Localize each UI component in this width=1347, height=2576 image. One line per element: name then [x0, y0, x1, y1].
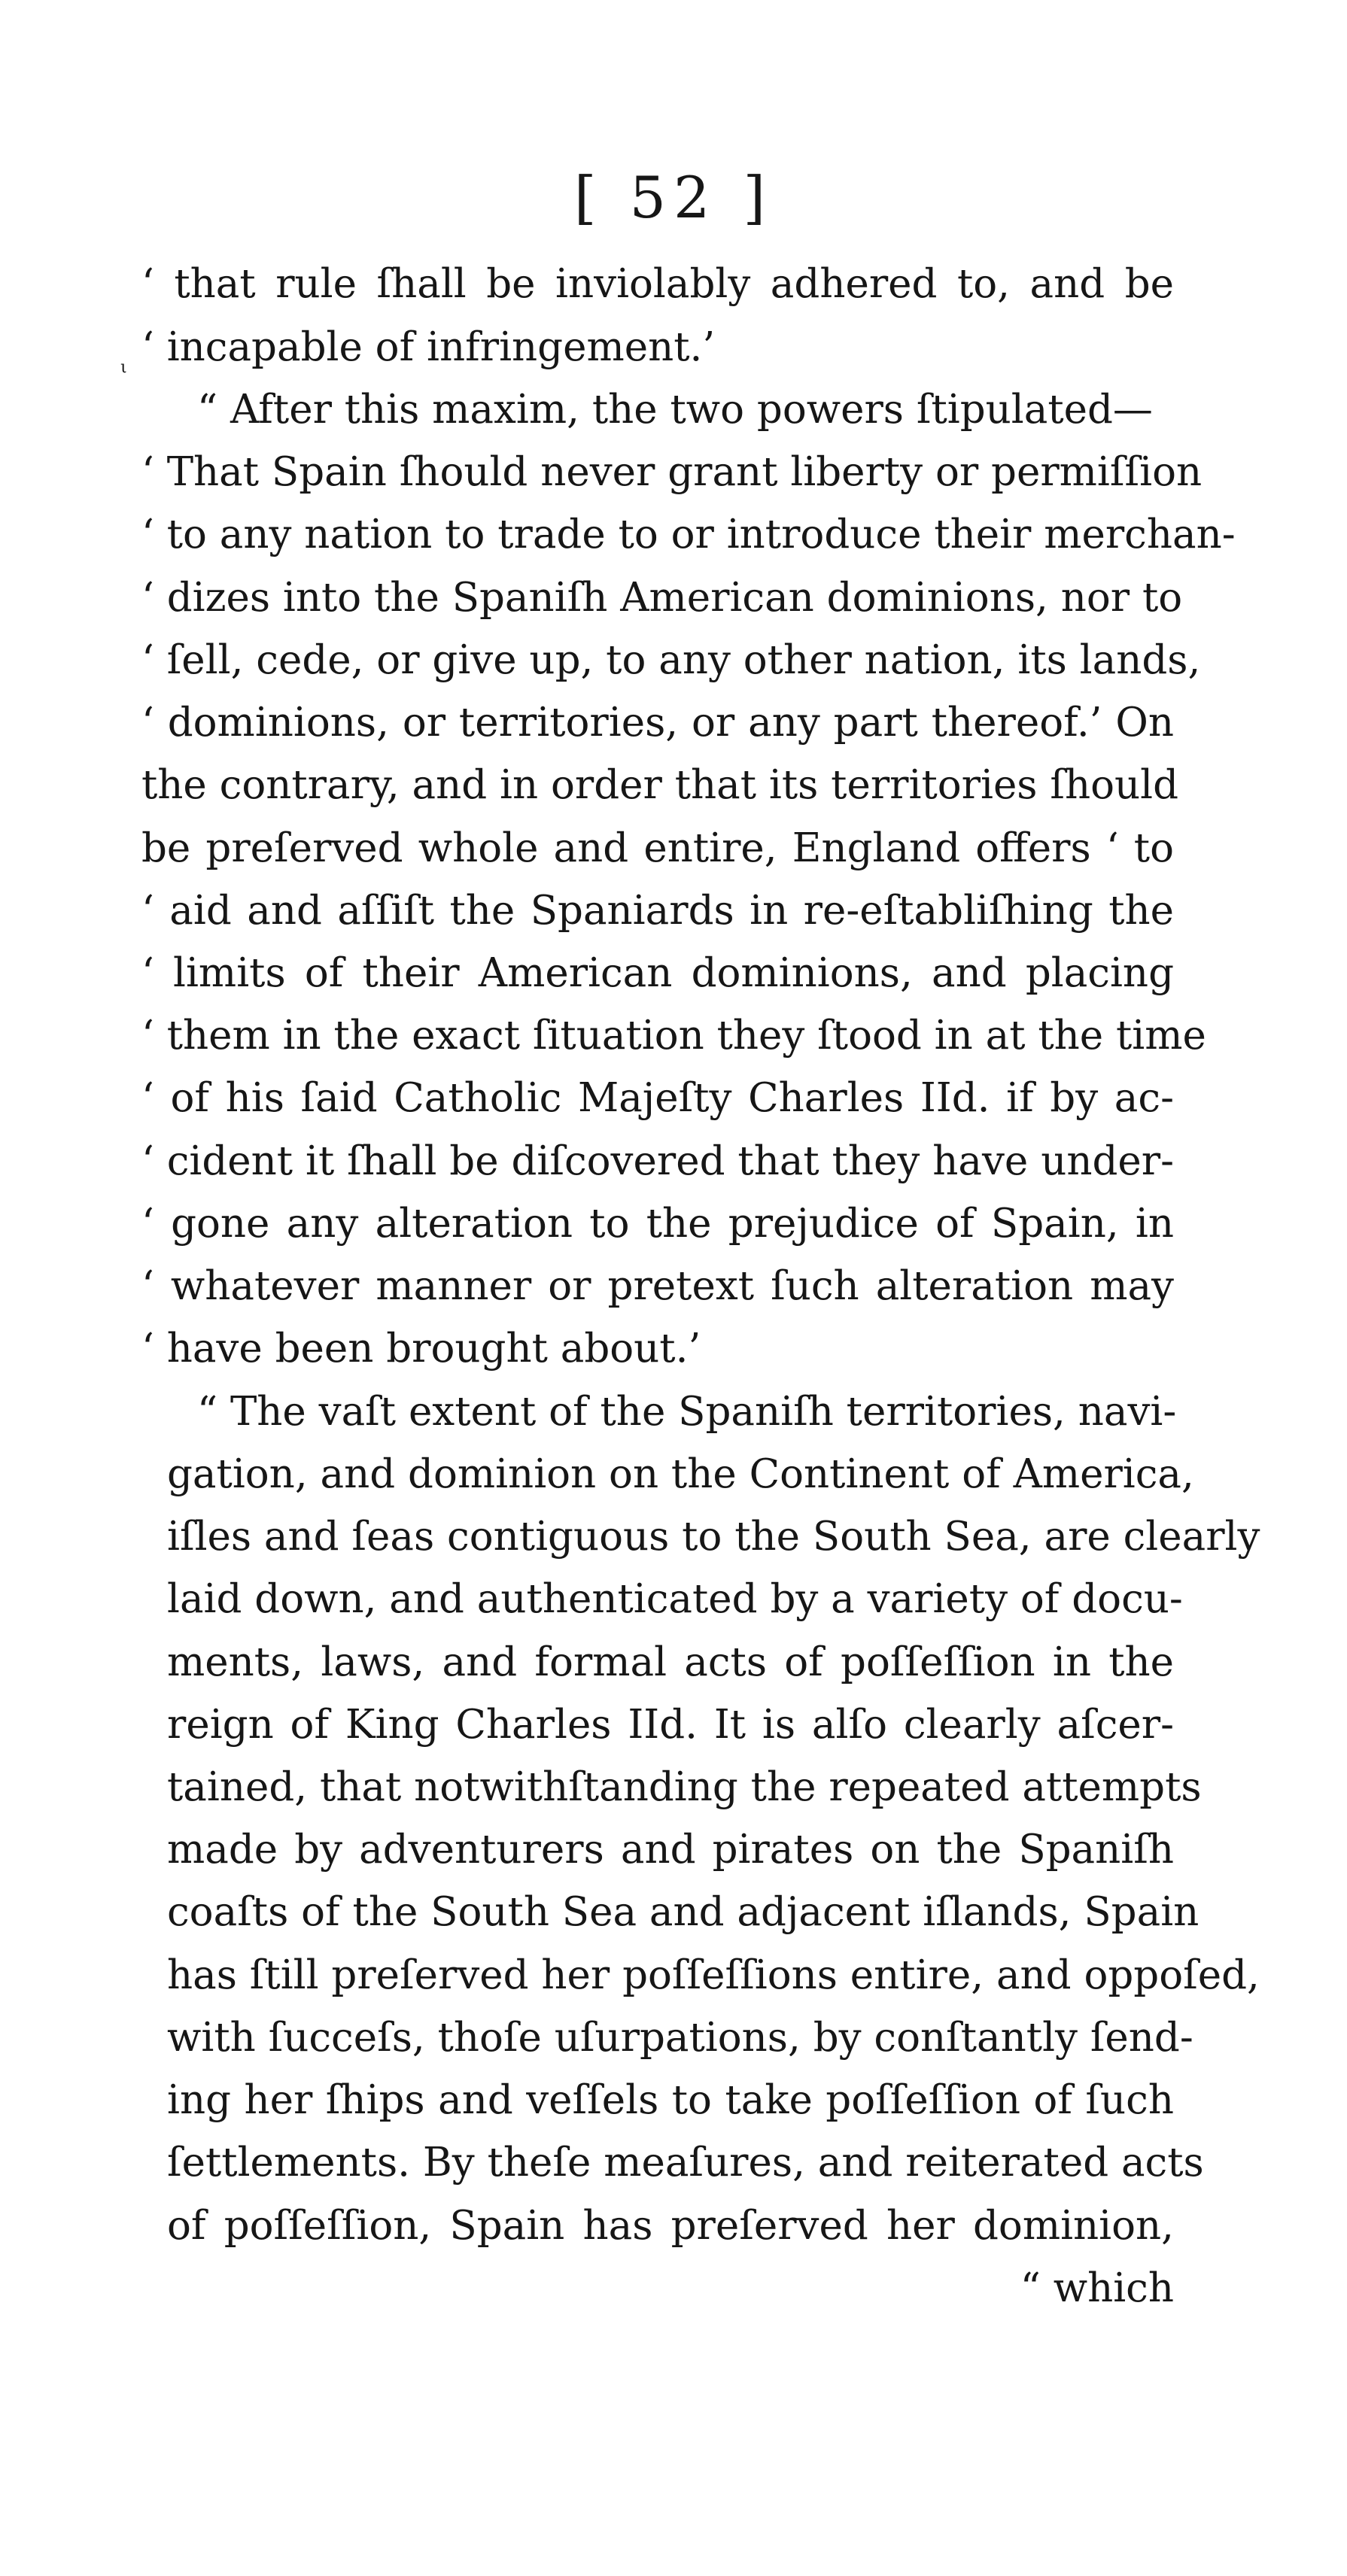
text-line: ‘ That Spain ſhould never grant liberty or permiſſion [141, 449, 1203, 495]
text-line: ‘ to any nation to trade to or introduce their merchan- [141, 512, 1236, 557]
text-line: ‘ that rule ſhall be inviolably adhered to, and be [141, 261, 1174, 307]
text-line: made by adventurers and pirates on the Spaniſh [167, 1827, 1174, 1873]
text-line: ‘ dizes into the Spaniſh American dominions, nor to [141, 575, 1183, 621]
page-number: [ 52 ] [573, 164, 774, 231]
text-line: ‘ cident it ſhall be diſcovered that they have under- [141, 1138, 1174, 1184]
text-line: ‘ them in the exact ſituation they ſtood in at the time [141, 1013, 1206, 1059]
text-line: ſettlements. By theſe meaſures, and reiterated acts [167, 2140, 1204, 2186]
text-line: reign of King Charles IId. It is alſo clearly aſcer- [167, 1702, 1174, 1748]
text-line: with ſucceſs, thoſe uſurpations, by conſtantly ſend- [167, 2015, 1193, 2061]
text-line: “ After this maxim, the two powers ſtipulated— [197, 387, 1153, 433]
text-line: coaſts of the South Sea and adjacent iſlands, Spain [167, 1889, 1200, 1935]
text-line: ‘ gone any alteration to the prejudice of Spain, in [141, 1201, 1174, 1247]
text-line: ‘ ſell, cede, or give up, to any other nation, its lands, [141, 637, 1201, 683]
text-line: ments, laws, and formal acts of poſſeſſion in the [167, 1639, 1174, 1685]
text-line: of poſſeſſion, Spain has preſerved her dominion, [167, 2203, 1174, 2249]
text-line: ing her ſhips and veſſels to take poſſeſſion of ſuch [167, 2077, 1174, 2123]
text-line: the contrary, and in order that its territories ſhould [141, 762, 1179, 808]
catchword: “ which [1020, 2265, 1174, 2311]
text-line: ‘ of his ſaid Catholic Majeſty Charles IId. if by ac- [141, 1075, 1174, 1121]
text-line: iſles and ſeas contiguous to the South Sea, are clearly [167, 1514, 1260, 1560]
text-line: has ſtill preſerved her poſſeſſions entire, and oppoſed, [167, 1952, 1260, 1998]
text-line: gation, and dominion on the Continent of America, [167, 1451, 1194, 1497]
text-line: ‘ incapable of infringement.’ [141, 324, 716, 370]
text-line: ‘ aid and aſſiſt the Spaniards in re-eſtabliſhing the [141, 888, 1174, 934]
text-line: ‘ dominions, or territories, or any part thereof.’ On [141, 700, 1174, 746]
text-line: “ The vaſt extent of the Spaniſh territories, navi- [197, 1389, 1177, 1435]
text-line: be preſerved whole and entire, England offers ‘ to [141, 825, 1174, 871]
text-line: ‘ whatever manner or pretext ſuch alteration may [141, 1263, 1174, 1309]
text-line: ‘ limits of their American dominions, and placing [141, 950, 1174, 996]
margin-mark: ι [120, 358, 127, 377]
text-line: tained, that notwithſtanding the repeated attempts [167, 1764, 1202, 1810]
text-line: ‘ have been brought about.’ [141, 1326, 701, 1372]
text-line: laid down, and authenticated by a variety of docu- [167, 1576, 1183, 1622]
